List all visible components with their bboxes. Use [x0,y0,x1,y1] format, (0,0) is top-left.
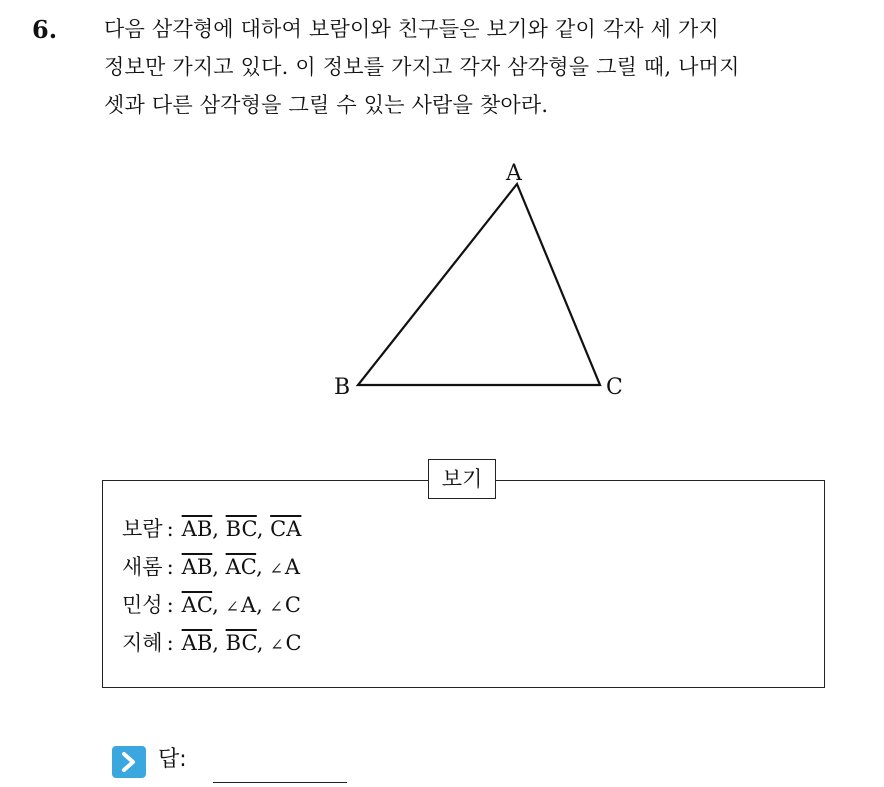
angle-a: ∠ A [269,555,300,579]
person-name: 민성 [122,593,163,617]
question-text-line-2: 정보만 가지고 있다. 이 정보를 가지고 각자 삼각형을 그릴 때, 나머지 [104,55,740,79]
colon: : [166,593,174,617]
question-number: 6. [32,15,58,44]
segment-ac: $\overline{AC}$ [181,593,213,617]
segment-ac: $\overline{AC}$ [225,555,257,579]
chevron-right-icon [112,746,146,778]
segment-ca: $\overline{CA}$ [270,517,302,541]
bogi-title: 보기 [428,459,496,499]
angle-c: ∠ C [270,631,301,655]
info-row-jihye: 지혜 : $\overline{AB}$, $\overline{BC}$, ∠ C [122,629,302,659]
segment-ab: $\overline{AB}$ [181,555,213,579]
person-name: 지혜 [122,631,163,655]
info-row-saerom: 새롬 : $\overline{AB}$, $\overline{AC}$, ∠ A [122,553,300,583]
person-name: 보람 [122,517,163,541]
segment-bc: $\overline{BC}$ [225,631,257,655]
colon: : [166,631,174,655]
segment-bc: $\overline{BC}$ [225,517,257,541]
segment-ab: $\overline{AB}$ [181,517,213,541]
person-name: 새롬 [122,555,163,579]
answer-blank[interactable] [213,782,347,783]
vertex-label-a: A [506,161,522,186]
question-text-line-1: 다음 삼각형에 대하여 보람이와 친구들은 보기와 같이 각자 세 가지 [104,17,719,41]
angle-a: ∠ A [226,593,257,617]
colon: : [166,517,174,541]
angle-c: ∠ C [269,593,300,617]
info-row-minseong: 민성 : $\overline{AC}$, ∠ A, ∠ C [122,591,301,621]
colon: : [166,555,174,579]
segment-ab: $\overline{AB}$ [181,631,213,655]
vertex-label-c: C [606,375,623,400]
vertex-label-b: B [334,375,351,400]
info-row-boram: 보람 : $\overline{AB}$, $\overline{BC}$, $\overline{CA}$ [122,517,302,541]
question-text-line-3: 셋과 다른 삼각형을 그릴 수 있는 사람을 찾아라. [104,93,549,117]
answer-label: 답: [158,747,187,772]
triangle-abc [358,184,600,385]
